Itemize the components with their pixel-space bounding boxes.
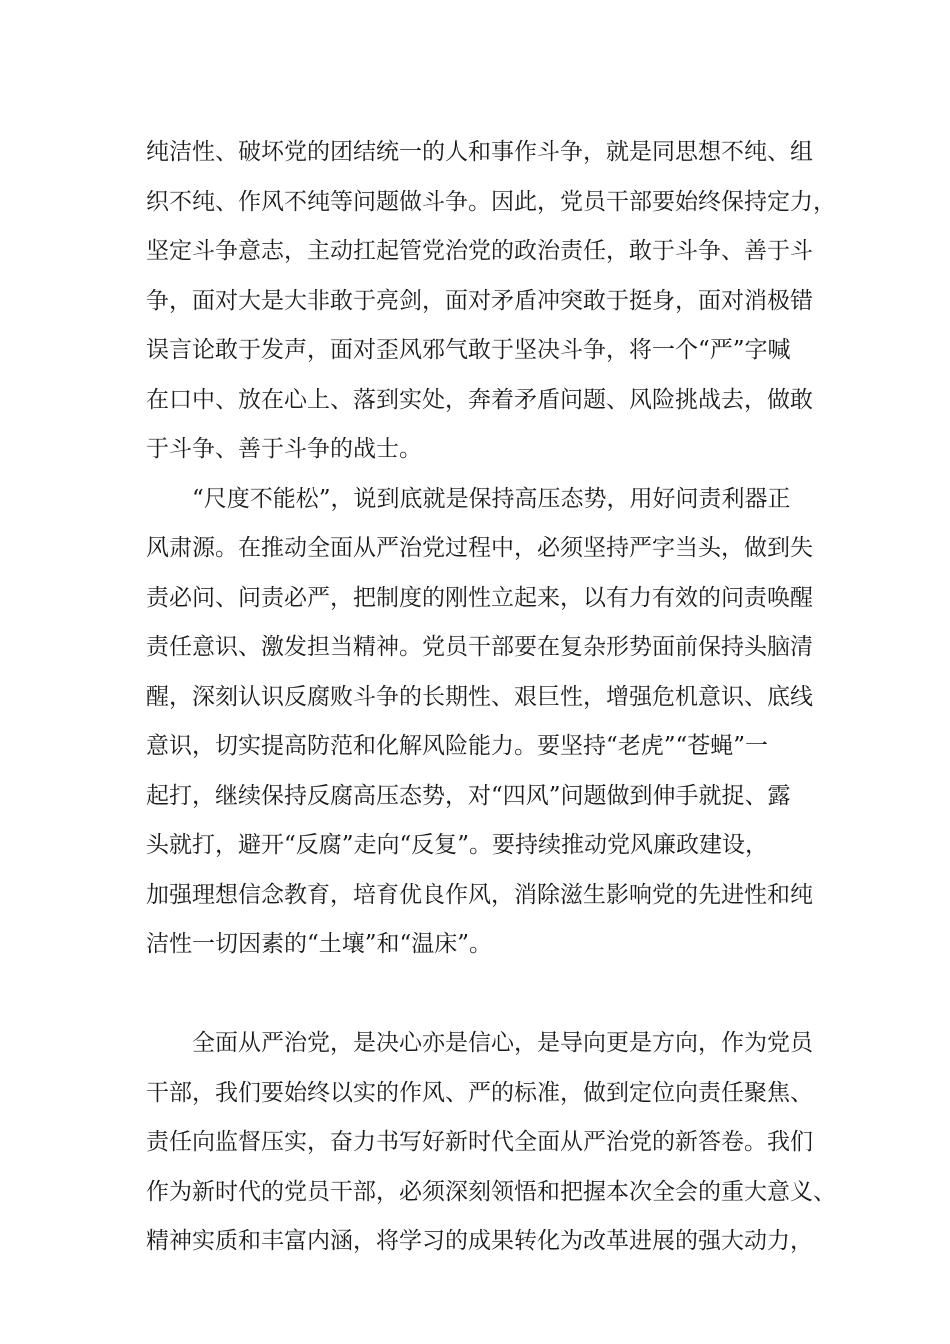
text-line-indented: “尺度不能松”，说到底就是保持高压态势，用好问责利器正 (192, 485, 791, 512)
paragraph-2 (146, 475, 836, 1020)
text-line: 起打，继续保持反腐高压态势，对“四风”问题做到伸手就捉、露 (146, 782, 791, 809)
text-line: 责任向监督压实，奋力书写好新时代全面从严治党的新答卷。我们 (146, 1129, 813, 1155)
text-line: 织不纯、作风不纯等问题做斗争。因此，党员干部要始终保持定力， (146, 188, 836, 215)
text-line: 精神实质和丰富内涵，将学习的成果转化为改革进展的强大动力， (146, 1228, 813, 1254)
paragraph-1 (146, 128, 836, 475)
text-line: 争，面对大是大非敢于亮剑，面对矛盾冲突敢于挺身，面对消极错 (146, 287, 813, 314)
paragraph-3 (146, 1019, 836, 1267)
text-line-indented: 全面从严治党，是决心亦是信心，是导向更是方向，作为党员 (192, 1030, 813, 1056)
text-line: 纯洁性、破坏党的团结统一的人和事作斗争，就是同思想不纯、组 (146, 139, 813, 165)
text-line: 醒，深刻认识反腐败斗争的长期性、艰巨性，增强危机意识、底线 (146, 683, 813, 710)
text-line: 加强理想信念教育，培育优良作风，消除滋生影响党的先进性和纯 (146, 881, 813, 908)
text-line: 责任意识、激发担当精神。党员干部要在复杂形势面前保持头脑清 (146, 634, 813, 660)
text-line: 洁性一切因素的“土壤”和“温床”。 (146, 931, 493, 957)
text-line: 责必问、问责必严，把制度的刚性立起来，以有力有效的问责唤醒 (146, 584, 813, 611)
text-line: 坚定斗争意志，主动扛起管党治党的政治责任，敢于斗争、善于斗 (146, 238, 813, 264)
text-line: 在口中、放在心上、落到实处，奔着矛盾问题、风险挑战去，做敢 (146, 386, 813, 413)
text-line: 意识，切实提高防范和化解风险能力。要坚持“老虎”“苍蝇”一 (146, 733, 769, 759)
text-line: 于斗争、善于斗争的战士。 (146, 436, 422, 462)
text-line: 作为新时代的党员干部，必须深刻领悟和把握本次全会的重大意义、 (146, 1178, 836, 1205)
text-line (146, 970, 836, 1020)
text-line: 头就打，避开“反腐”走向“反复”。要持续推动党风廉政建设， (146, 832, 769, 858)
body-text (146, 128, 836, 1267)
text-line: 风肃源。在推动全面从严治党过程中，必须坚持严字当头，做到失 (146, 535, 813, 561)
text-line: 误言论敢于发声，面对歪风邪气敢于坚决斗争，将一个“严”字喊 (146, 337, 791, 363)
text-line: 干部，我们要始终以实的作风、严的标准，做到定位向责任聚焦、 (146, 1079, 813, 1106)
